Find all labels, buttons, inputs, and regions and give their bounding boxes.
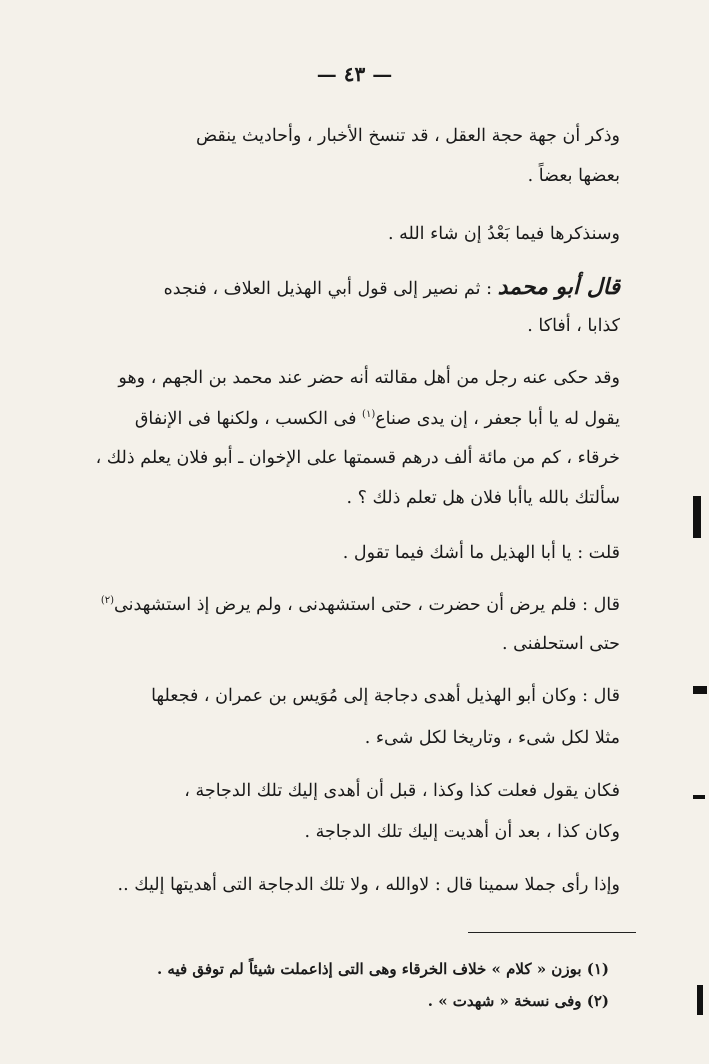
text-line: قال : وكان أبو الهذيل أهدى دجاجة إلى مُوَيس بن عمران ، فجعلها xyxy=(151,686,620,706)
scan-margin-mark xyxy=(693,496,701,538)
speaker-label: قال أبو محمد xyxy=(497,274,620,300)
page-number-value: ٤٣ xyxy=(343,62,366,86)
text-line: وإذا رأى جملا سمينا قال : لاوالله ، ولا تلك الدجاجة التى أهديتها إليك .. xyxy=(117,875,620,895)
text-line-with-footnote xyxy=(100,410,620,428)
text-line: خرقاء ، كم من مائة ألف درهم قسمتها على الإخوان ـ أبو فلان يعلم ذلك ، xyxy=(95,448,620,468)
text-line-with-footnote xyxy=(100,596,620,614)
footnote-divider xyxy=(468,932,636,933)
text-line: وذكر أن جهة حجة العقل ، قد تنسخ الأخبار ، وأحاديث ينقض xyxy=(195,126,620,146)
speaker-colon: : xyxy=(486,279,493,299)
text-line: وقد حكى عنه رجل من أهل مقالته أنه حضر عند محمد بن الجهم ، وهو xyxy=(118,368,620,388)
main-text xyxy=(95,0,620,1064)
speaker-line xyxy=(100,276,620,299)
scan-margin-mark xyxy=(697,985,703,1015)
text-line: قلت : يا أبا الهذيل ما أشك فيما تقول . xyxy=(342,543,620,563)
footnote-ref-2: (٢) xyxy=(100,595,115,606)
text-line: سألتك بالله ياأبا فلان هل تعلم ذلك ؟ . xyxy=(346,488,620,508)
page-number-dash-left: — xyxy=(316,62,337,86)
text-line: وسنذكرها فيما بَعْدُ إن شاء الله . xyxy=(388,224,620,244)
text-line: وكان كذا ، بعد أن أهديت إليك تلك الدجاجة . xyxy=(304,822,620,842)
text-line: فكان يقول فعلت كذا وكذا ، قبل أن أهدى إليك تلك الدجاجة ، xyxy=(184,781,620,801)
text-segment: فى الكسب ، ولكنها فى الإنفاق xyxy=(134,408,357,429)
text-line: حتى استحلفنى . xyxy=(502,634,620,654)
footnote-ref-1: (١) xyxy=(362,409,376,420)
scan-margin-mark xyxy=(693,686,707,694)
footnote-1: (١) بوزن « كلام » خلاف الخرقاء وهى التى إذاعملت شيئاً لم توفق فيه . xyxy=(156,960,609,978)
text-line: كذابا ، أفاكا . xyxy=(527,316,620,336)
page-number-dash-right: — xyxy=(372,62,393,86)
text-line: بعضها بعضاً . xyxy=(527,166,620,186)
scan-margin-mark xyxy=(693,795,705,799)
text-line: مثلا لكل شىء ، وتاريخا لكل شىء . xyxy=(364,728,620,748)
footnote-2: (٢) وفى نسخة « شهدت » . xyxy=(427,992,609,1010)
text-segment: قال : فلم يرض أن حضرت ، حتى استشهدنى ، ولم يرض إذ استشهدنى xyxy=(114,594,620,615)
text-segment: يقول له يا أبا جعفر ، إن يدى صناع xyxy=(375,408,620,429)
text-line: ثم نصير إلى قول أبي الهذيل العلاف ، فنجده xyxy=(163,279,481,299)
